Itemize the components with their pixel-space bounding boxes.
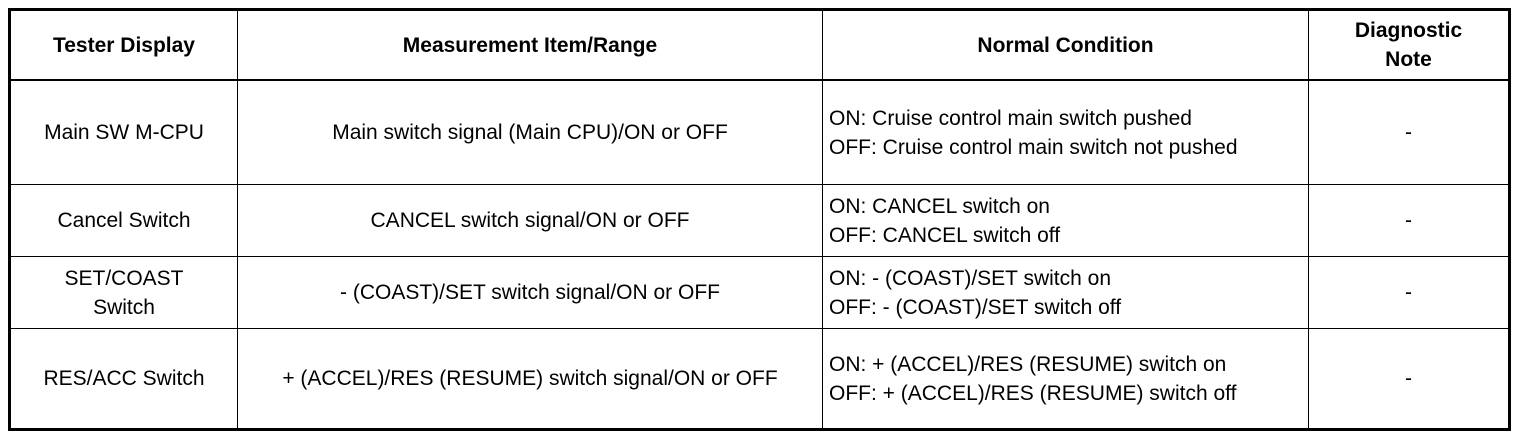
cell-diagnostic-note: - <box>1309 257 1510 329</box>
data-table-container <box>8 8 1508 431</box>
table-row <box>10 257 1510 329</box>
condition-on: ON: CANCEL switch on <box>829 194 1050 218</box>
header-tester-display: Tester Display <box>10 10 238 81</box>
table-header-row <box>10 10 1510 81</box>
table-row <box>10 329 1510 430</box>
condition-off: OFF: Cruise control main switch not pushed <box>829 135 1238 159</box>
cell-normal-condition <box>823 80 1309 185</box>
cell-tester-display: Main SW M-CPU <box>10 80 238 185</box>
condition-off: OFF: - (COAST)/SET switch off <box>829 295 1122 319</box>
cell-normal-condition <box>823 185 1309 257</box>
cell-diagnostic-note: - <box>1309 80 1510 185</box>
condition-off: OFF: + (ACCEL)/RES (RESUME) switch off <box>829 381 1237 405</box>
cell-tester-display: Cancel Switch <box>10 185 238 257</box>
cell-normal-condition <box>823 257 1309 329</box>
header-normal-condition: Normal Condition <box>823 10 1309 81</box>
table-row <box>10 185 1510 257</box>
cell-diagnostic-note: - <box>1309 329 1510 430</box>
cell-measurement: CANCEL switch signal/ON or OFF <box>238 185 823 257</box>
condition-on: ON: - (COAST)/SET switch on <box>829 266 1111 290</box>
condition-on: ON: + (ACCEL)/RES (RESUME) switch on <box>829 352 1227 376</box>
cell-measurement: - (COAST)/SET switch signal/ON or OFF <box>238 257 823 329</box>
cell-diagnostic-note: - <box>1309 185 1510 257</box>
cell-tester-display: SET/COAST Switch <box>10 257 238 329</box>
header-diagnostic-note: Diagnostic Note <box>1309 10 1510 81</box>
condition-on: ON: Cruise control main switch pushed <box>829 106 1192 130</box>
table-row <box>10 80 1510 185</box>
cell-measurement: + (ACCEL)/RES (RESUME) switch signal/ON or OFF <box>238 329 823 430</box>
data-table <box>8 8 1511 431</box>
header-measurement-item: Measurement Item/Range <box>238 10 823 81</box>
cell-measurement: Main switch signal (Main CPU)/ON or OFF <box>238 80 823 185</box>
cell-tester-display: RES/ACC Switch <box>10 329 238 430</box>
condition-off: OFF: CANCEL switch off <box>829 223 1061 247</box>
cell-normal-condition <box>823 329 1309 430</box>
